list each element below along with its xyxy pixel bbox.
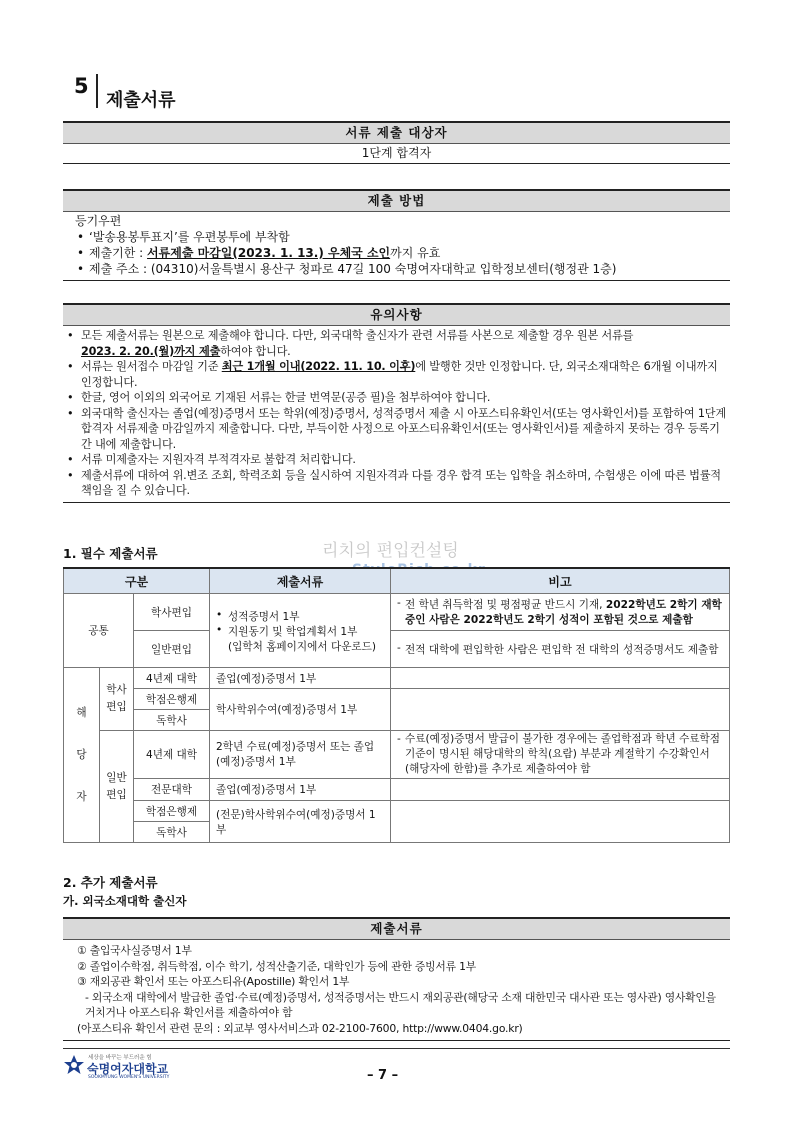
note-bold: 최근 1개월 이내(2022. 11. 10. 이후) [221, 360, 416, 373]
school-type: 4년제 대학 [134, 731, 210, 779]
applicant-char: 해 [76, 707, 87, 719]
doc-item: (입학처 홈페이지에서 다운로드) [228, 641, 377, 653]
method-header: 제출 방법 [63, 189, 730, 212]
note-text: 전 학년 취득학점 및 평점평균 반드시 기재, [405, 599, 606, 611]
doc-cell: 학사학위수여(예정)증명서 1부 [210, 689, 391, 731]
group-academic: 학사 편입 [100, 668, 134, 731]
additional-item: ① 출입국사실증명서 1부 [77, 944, 192, 957]
note-text: 에 발행한 것만 인정합니다. 단, 외국소재대학은 6개월 이내까지 인정합니다. [81, 360, 718, 389]
school-type: 독학사 [134, 710, 210, 731]
col-header: 비고 [391, 568, 730, 594]
method-box [63, 189, 730, 281]
note-item: • 한글, 영어 이외의 외국어로 기재된 서류는 한글 번역문(공증 필)을 첨부하여야 합니다. [65, 390, 726, 406]
target-box [63, 121, 730, 164]
additional-header: 제출서류 [63, 917, 730, 940]
note-cell [391, 801, 730, 843]
page-number: – 7 – [367, 1068, 399, 1083]
additional-item: ② 졸업이수학점, 취득학점, 이수 학기, 성적산출기준, 대학인가 등에 관한 증빙서류 1부 [77, 959, 476, 973]
school-type: 독학사 [134, 822, 210, 843]
note-cell [391, 668, 730, 689]
section-number: 5 [74, 74, 89, 98]
additional-item: (아포스티유 확인서 관련 문의 : 외교부 영사서비스과 02-2100-7600, http://www.0404.go.kr) [77, 1021, 523, 1035]
applicant-char: 당 [76, 749, 87, 761]
section-title: 제출서류 [106, 90, 176, 111]
section-divider [96, 74, 98, 108]
target-header: 서류 제출 대상자 [63, 121, 730, 144]
method-item [75, 245, 730, 261]
doc-item: • 지원동기 및 학업계획서 1부 [216, 624, 384, 639]
common-type: 학사편입 [134, 594, 210, 631]
note-line: - 전적 대학에 편입학한 사람은 편입학 전 대학의 성적증명서도 제출함 [397, 642, 723, 657]
note-cell [391, 689, 730, 731]
notes-header: 유의사항 [63, 303, 730, 326]
method-item: • ‘발송용봉투표지’를 우편봉투에 부착함 [75, 229, 730, 245]
applicant-char: 자 [76, 791, 87, 803]
note-bold: 2022학년도 2학기 재학 중인 사람은 2022학년도 2학기 성적이 포함된 것으로 제출함 [405, 599, 722, 626]
doc-cell: 졸업(예정)증명서 1부 [210, 668, 391, 689]
col-header: 구분 [64, 568, 210, 594]
note-text: 서류는 원서접수 마감일 기준 [81, 360, 222, 373]
note-line: - 수료(예정)증명서 발급이 불가한 경우에는 졸업학점과 학년 수료학점 기준이 명시된 해당대학의 학칙(요람) 부분과 계절학기 수강확인서(해당자에 한함)를 추가로 제출하여야 함 [397, 732, 723, 777]
group-general: 일반 편입 [100, 731, 134, 843]
common-label: 공통 [64, 594, 134, 668]
note-bold: 2023. 2. 20.(월)까지 제출 [81, 344, 221, 358]
note-line [397, 597, 723, 627]
additional-box [63, 917, 730, 1041]
note-item [65, 359, 726, 390]
note-text: 하여야 합니다. [220, 344, 291, 358]
method-intro: 등기우편 [75, 214, 122, 228]
required-table [63, 567, 730, 843]
note-text: 모든 제출서류는 원본으로 제출해야 합니다. 다만, 외국대학 출신자가 관련 서류를 사본으로 제출할 경우 원본 서류를 [81, 329, 634, 342]
doc-item: • 성적증명서 1부 [216, 609, 384, 624]
university-emblem-icon [63, 1054, 85, 1076]
note-item: • 서류 미제출자는 지원자격 부적격자로 불합격 처리합니다. [65, 452, 726, 468]
common-note [391, 631, 730, 668]
logo-english: SOOKMYUNG WOMEN'S UNIVERSITY [88, 1075, 170, 1080]
deadline-label: 제출기한 : [89, 246, 148, 260]
additional-title: 2. 추가 제출서류 [63, 875, 158, 890]
common-type: 일반편입 [134, 631, 210, 668]
required-title: 1. 필수 제출서류 [63, 546, 158, 561]
notes-box [63, 303, 730, 503]
common-docs [210, 594, 391, 668]
note-item [65, 328, 726, 359]
deadline-tail: 까지 유효 [390, 246, 441, 260]
additional-subtitle: 가. 외국소재대학 출신자 [63, 894, 187, 908]
note-cell [391, 731, 730, 779]
col-header: 제출서류 [210, 568, 391, 594]
note-item: • 외국대학 출신자는 졸업(예정)증명서 또는 학위(예정)증명서, 성적증명서 제출 시 아포스티유확인서(또는 영사확인서)를 포함하여 1단계 합격자 서류제출 마감일까지 제출합니다. 다만, 부득이한 사정으로 아포스티유확인서(또는 영사확인서)를 제출하지 못하는 경우 등록기간 내에 제출합니다. [65, 406, 726, 453]
target-value: 1단계 합격자 [63, 144, 730, 164]
applicant-label [64, 668, 100, 843]
watermark-text: 리치의 편입컨설팅 [322, 541, 459, 561]
deadline-bold: 서류제출 마감일(2023. 1. 13.) 우체국 소인 [147, 246, 391, 260]
additional-item: - 외국소재 대학에서 발급한 졸업·수료(예정)증명서, 성적증명서는 반드시 재외공관(해당국 소재 대한민국 대사관 또는 영사관) 영사확인을 거치거나 아포스티유 확인서를 제출하여야 함 [85, 990, 716, 1019]
logo-slogan: 세상을 바꾸는 부드러운 힘 [88, 1055, 152, 1061]
logo-name: 숙명여자대학교 [87, 1062, 169, 1076]
school-type: 학점은행제 [134, 689, 210, 710]
common-note [391, 594, 730, 631]
doc-cell: (전문)학사학위수여(예정)증명서 1부 [210, 801, 391, 843]
additional-item: ③ 재외공관 확인서 또는 아포스티유(Apostille) 확인서 1부 [77, 975, 350, 988]
doc-cell: 2학년 수료(예정)증명서 또는 졸업(예정)증명서 1부 [210, 731, 391, 779]
note-item: • 제출서류에 대하여 위.변조 조회, 학력조회 등을 실시하여 지원자격과 다를 경우 합격 또는 입학을 취소하며, 수험생은 이에 따른 법률적 책임을 질 수 있습니다. [65, 468, 726, 499]
school-type: 전문대학 [134, 779, 210, 801]
school-type: 학점은행제 [134, 801, 210, 822]
note-cell [391, 779, 730, 801]
school-type: 4년제 대학 [134, 668, 210, 689]
doc-cell: 졸업(예정)증명서 1부 [210, 779, 391, 801]
method-item: • 제출 주소 : (04310)서울특별시 용산구 청파로 47길 100 숙명여자대학교 입학정보센터(행정관 1층) [75, 261, 730, 277]
footer-divider [63, 1048, 730, 1049]
